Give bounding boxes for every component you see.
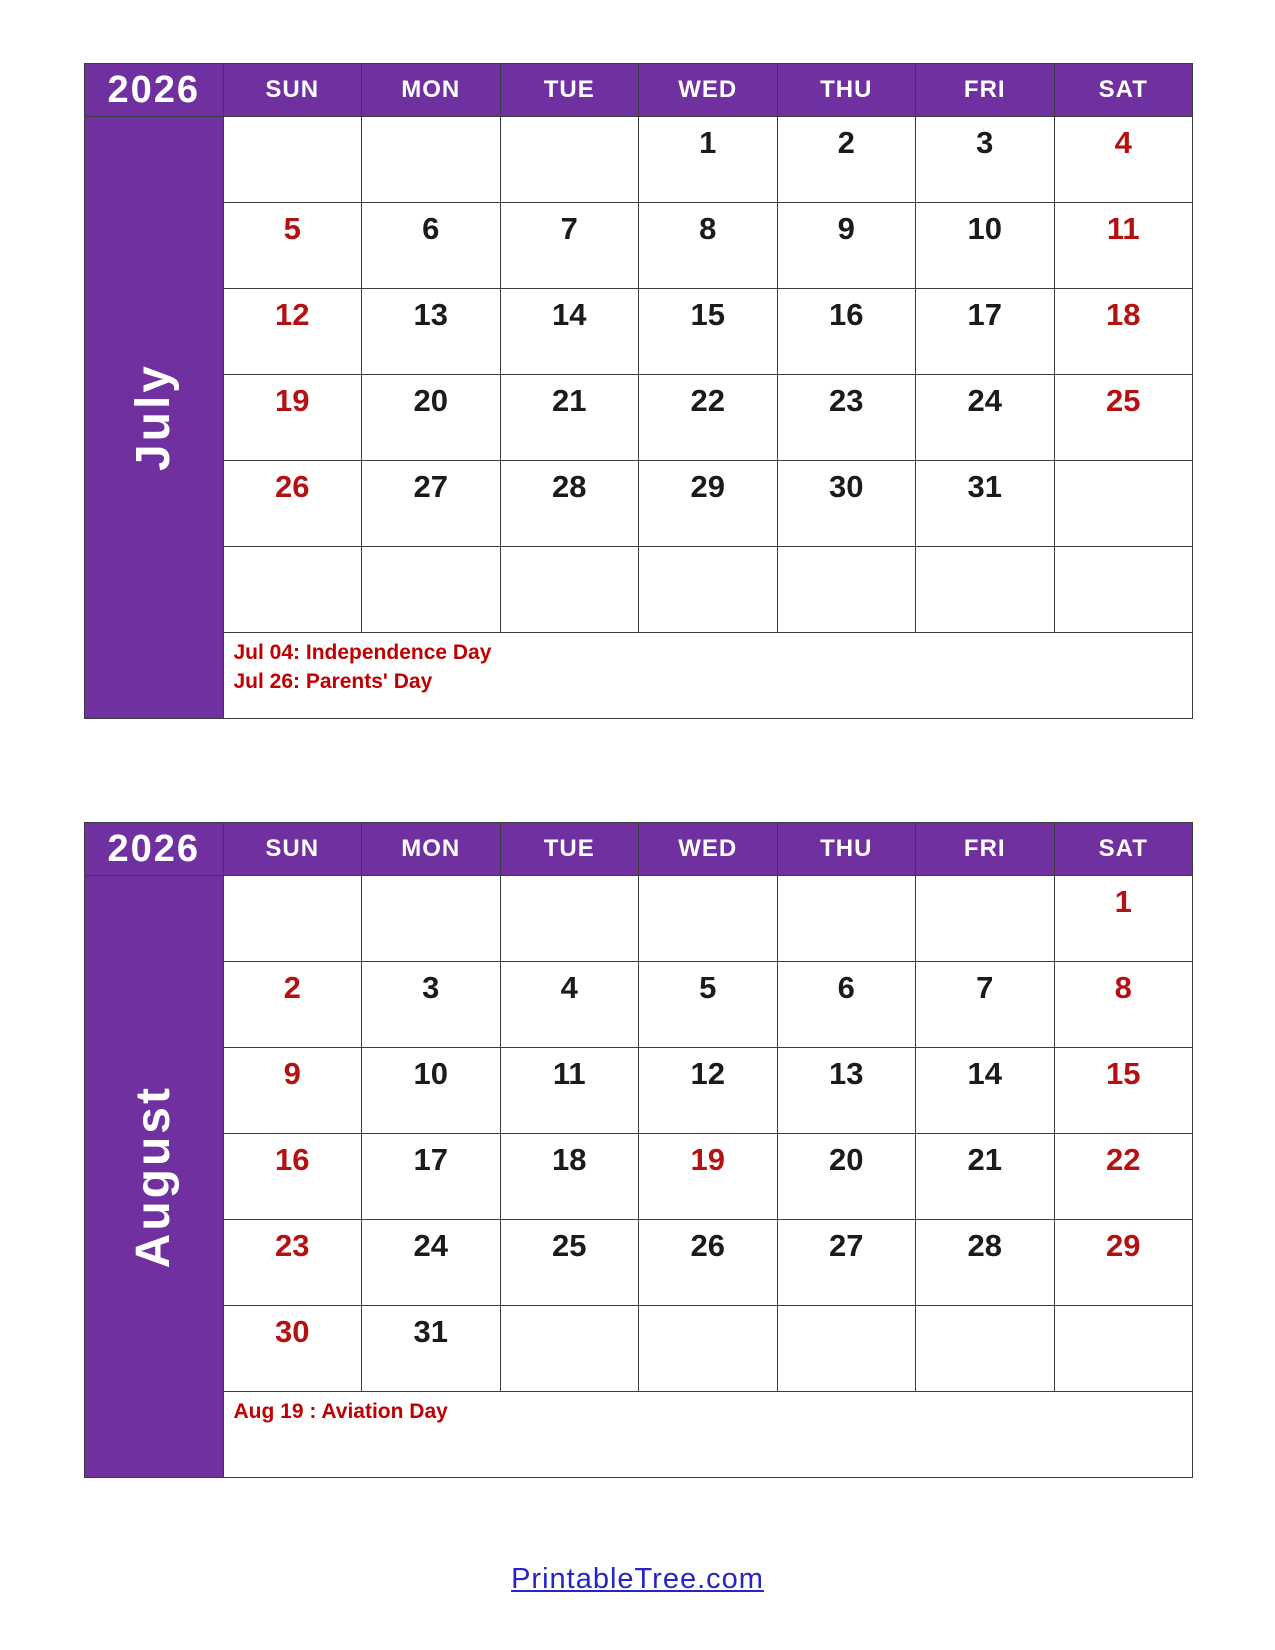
day-cell-23: 23 <box>778 375 917 461</box>
day-cell-31: 31 <box>916 461 1055 547</box>
day-cell-28: 28 <box>916 1220 1055 1306</box>
day-cell-29: 29 <box>639 461 778 547</box>
day-cell-26: 26 <box>224 461 363 547</box>
year-label: 2026 <box>85 823 224 876</box>
day-cell-12: 12 <box>639 1048 778 1134</box>
month-sidebar <box>85 117 224 719</box>
day-cell-30: 30 <box>778 461 917 547</box>
empty-day-cell <box>778 1306 917 1392</box>
empty-day-cell <box>639 547 778 633</box>
holiday-line: Jul 04: Independence Day <box>233 641 492 664</box>
day-cell-29: 29 <box>1055 1220 1194 1306</box>
empty-day-cell <box>501 876 640 962</box>
day-cell-4: 4 <box>1055 117 1194 203</box>
day-cell-8: 8 <box>639 203 778 289</box>
day-cell-26: 26 <box>639 1220 778 1306</box>
day-header-tue: TUE <box>501 64 640 117</box>
day-header-wed: WED <box>639 64 778 117</box>
day-cell-22: 22 <box>639 375 778 461</box>
empty-day-cell <box>501 547 640 633</box>
year-label: 2026 <box>85 64 224 117</box>
footer <box>0 1563 1275 1596</box>
empty-day-cell <box>224 876 363 962</box>
day-cell-1: 1 <box>639 117 778 203</box>
day-cell-7: 7 <box>501 203 640 289</box>
day-cell-19: 19 <box>639 1134 778 1220</box>
day-cell-18: 18 <box>1055 289 1194 375</box>
calendar-july <box>84 63 1193 719</box>
holiday-notes <box>224 1392 1194 1478</box>
day-cell-2: 2 <box>224 962 363 1048</box>
calendar-august <box>84 822 1193 1478</box>
day-cell-13: 13 <box>362 289 501 375</box>
day-cell-21: 21 <box>916 1134 1055 1220</box>
day-cell-6: 6 <box>778 962 917 1048</box>
day-cell-16: 16 <box>778 289 917 375</box>
day-cell-24: 24 <box>362 1220 501 1306</box>
day-header-sat: SAT <box>1055 823 1194 876</box>
holiday-line: Jul 26: Parents' Day <box>233 670 433 693</box>
empty-day-cell <box>224 117 363 203</box>
day-cell-11: 11 <box>1055 203 1194 289</box>
day-cell-25: 25 <box>501 1220 640 1306</box>
day-cell-16: 16 <box>224 1134 363 1220</box>
empty-day-cell <box>639 876 778 962</box>
day-cell-19: 19 <box>224 375 363 461</box>
empty-day-cell <box>778 547 917 633</box>
day-cell-1: 1 <box>1055 876 1194 962</box>
empty-day-cell <box>1055 1306 1194 1392</box>
day-header-sun: SUN <box>224 64 363 117</box>
day-cell-9: 9 <box>778 203 917 289</box>
day-cell-7: 7 <box>916 962 1055 1048</box>
day-cell-4: 4 <box>501 962 640 1048</box>
day-cell-15: 15 <box>1055 1048 1194 1134</box>
empty-day-cell <box>224 547 363 633</box>
day-cell-25: 25 <box>1055 375 1194 461</box>
day-cell-14: 14 <box>916 1048 1055 1134</box>
empty-day-cell <box>1055 461 1194 547</box>
day-cell-28: 28 <box>501 461 640 547</box>
empty-day-cell <box>362 117 501 203</box>
holiday-line: Aug 19 : Aviation Day <box>233 1400 448 1423</box>
empty-day-cell <box>362 876 501 962</box>
day-cell-2: 2 <box>778 117 917 203</box>
day-cell-6: 6 <box>362 203 501 289</box>
day-header-tue: TUE <box>501 823 640 876</box>
empty-day-cell <box>1055 547 1194 633</box>
empty-day-cell <box>916 876 1055 962</box>
day-header-fri: FRI <box>916 64 1055 117</box>
footer-link[interactable]: PrintableTree.com <box>511 1563 764 1595</box>
day-cell-17: 17 <box>916 289 1055 375</box>
day-cell-27: 27 <box>778 1220 917 1306</box>
day-cell-8: 8 <box>1055 962 1194 1048</box>
day-cell-3: 3 <box>362 962 501 1048</box>
day-cell-21: 21 <box>501 375 640 461</box>
day-cell-15: 15 <box>639 289 778 375</box>
day-cell-14: 14 <box>501 289 640 375</box>
day-cell-23: 23 <box>224 1220 363 1306</box>
day-cell-11: 11 <box>501 1048 640 1134</box>
day-cell-9: 9 <box>224 1048 363 1134</box>
day-cell-30: 30 <box>224 1306 363 1392</box>
day-header-thu: THU <box>778 64 917 117</box>
day-cell-20: 20 <box>778 1134 917 1220</box>
day-cell-27: 27 <box>362 461 501 547</box>
day-cell-18: 18 <box>501 1134 640 1220</box>
day-cell-5: 5 <box>639 962 778 1048</box>
month-label: July <box>127 363 181 472</box>
empty-day-cell <box>916 1306 1055 1392</box>
day-header-mon: MON <box>362 64 501 117</box>
day-cell-5: 5 <box>224 203 363 289</box>
day-cell-10: 10 <box>362 1048 501 1134</box>
day-header-sun: SUN <box>224 823 363 876</box>
empty-day-cell <box>639 1306 778 1392</box>
empty-day-cell <box>916 547 1055 633</box>
day-header-mon: MON <box>362 823 501 876</box>
month-label: August <box>127 1084 181 1269</box>
month-sidebar <box>85 876 224 1478</box>
day-header-thu: THU <box>778 823 917 876</box>
day-cell-3: 3 <box>916 117 1055 203</box>
day-cell-13: 13 <box>778 1048 917 1134</box>
day-cell-24: 24 <box>916 375 1055 461</box>
day-header-wed: WED <box>639 823 778 876</box>
day-header-sat: SAT <box>1055 64 1194 117</box>
empty-day-cell <box>501 1306 640 1392</box>
empty-day-cell <box>362 547 501 633</box>
day-cell-31: 31 <box>362 1306 501 1392</box>
day-cell-10: 10 <box>916 203 1055 289</box>
day-cell-22: 22 <box>1055 1134 1194 1220</box>
day-header-fri: FRI <box>916 823 1055 876</box>
day-cell-12: 12 <box>224 289 363 375</box>
day-cell-17: 17 <box>362 1134 501 1220</box>
holiday-notes <box>224 633 1194 719</box>
empty-day-cell <box>778 876 917 962</box>
day-cell-20: 20 <box>362 375 501 461</box>
empty-day-cell <box>501 117 640 203</box>
